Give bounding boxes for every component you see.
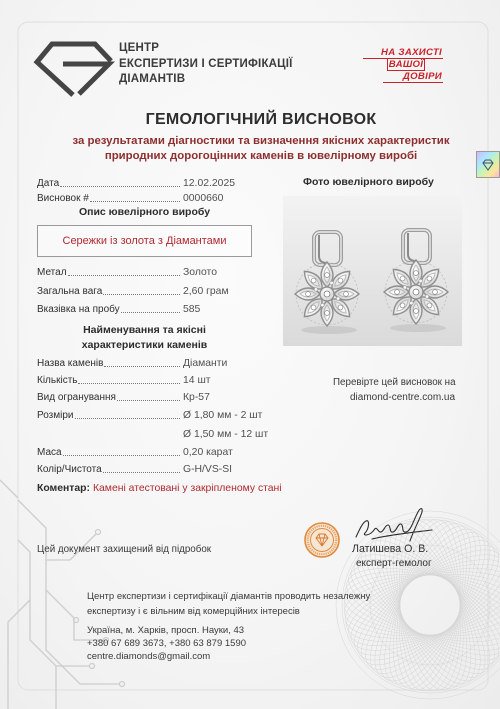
subtitle-line: природних дорогоцінних каменів в ювелірному виробі [104, 150, 418, 162]
photo-heading: Фото ювелірного виробу [303, 176, 434, 188]
verify-url: diamond-centre.com.ua [350, 391, 456, 403]
sizes-value-second: Ø 1,50 мм - 12 шт [183, 429, 269, 440]
metal-value: Золото [183, 267, 217, 278]
comment-value: Камені атестовані у закріпленому стані [92, 483, 282, 494]
circuit-node [90, 664, 95, 669]
field-key [37, 446, 180, 459]
date-row [37, 177, 235, 190]
field-key [37, 409, 180, 422]
dot-leader [68, 275, 180, 276]
slogan-line: ДОВІРИ [383, 71, 443, 83]
stones-heading-line: Найменування та якісні [83, 323, 206, 336]
dot-leader [103, 294, 180, 295]
sizes-value: Ø 1,80 мм - 2 шт [183, 410, 263, 421]
field-key [37, 374, 180, 387]
stone-count-value: 14 шт [183, 375, 211, 386]
item-description-box [37, 225, 252, 257]
color-clarity-row [37, 463, 232, 476]
comment-row [37, 482, 282, 495]
slogan-stamp [363, 47, 443, 83]
cut-row [37, 391, 210, 404]
circuit-node [96, 530, 101, 535]
weight-row [37, 285, 229, 298]
cut-value: Кр-57 [183, 392, 210, 403]
color-clarity-value: G-H/VS-SI [183, 464, 233, 475]
dot-leader [78, 383, 180, 384]
field-key [37, 285, 180, 298]
footer-email: centre.diamonds@gmail.com [87, 650, 211, 662]
protection-note: Цей документ захищений від підробок [37, 544, 212, 555]
hallmark-value: 585 [183, 304, 201, 315]
stone-count-row [37, 374, 211, 387]
dot-leader [90, 201, 180, 202]
weight-value: 2,60 грам [183, 286, 229, 297]
sizes-label: Розміри [37, 410, 74, 421]
stone-name-value: Діаманти [183, 358, 228, 369]
comment-label: Коментар: [37, 483, 90, 494]
hallmark-label: Вказівка на пробу [37, 304, 120, 315]
expert-name: Латишева О. В. [352, 542, 429, 555]
org-name-line: ДІАМАНТІВ [119, 73, 186, 85]
date-label: Дата [37, 178, 60, 189]
field-key [37, 192, 180, 205]
organization-name [119, 41, 293, 88]
cut-label: Вид огранування [37, 392, 116, 403]
signature-stroke [356, 509, 432, 541]
dot-leader [103, 472, 180, 473]
hologram-diamond-icon [481, 159, 495, 171]
org-name-line: ЦЕНТР [119, 42, 160, 54]
slogan-line: НА ЗАХИСТІ [363, 47, 443, 59]
metal-row [37, 266, 217, 279]
item-description-heading: Опис ювелірного виробу [78, 206, 211, 218]
circuit-node [120, 682, 125, 687]
dot-leader [104, 366, 180, 367]
field-key [37, 177, 180, 190]
document-title: ГЕМОЛОГІЧНИЙ ВИСНОВОК [145, 111, 377, 128]
color-clarity-label: Колір/Чистота [37, 464, 102, 475]
subtitle-line: за результатами діагностики та визначення якісних характеристик [72, 134, 450, 147]
dot-leader [75, 418, 180, 419]
field-key [37, 266, 180, 279]
item-description-text: Сережки із золота з Діамантами [62, 235, 227, 247]
dot-leader [63, 455, 180, 456]
certificate-number-label: Висновок # [37, 193, 89, 204]
field-key [37, 463, 180, 476]
circuit-line [18, 540, 56, 709]
circuit-line [8, 600, 30, 709]
diamond-logo-icon [33, 40, 115, 98]
field-key [37, 391, 180, 404]
mass-value: 0,20 карат [183, 447, 233, 458]
date-value: 12.02.2025 [183, 178, 236, 189]
footer-statement [87, 589, 370, 619]
slogan-line: ВАШОЇ [388, 59, 424, 70]
stones-heading [37, 323, 252, 353]
hologram-sticker [476, 151, 500, 178]
mass-row [37, 446, 233, 459]
stones-heading-line: характеристики каменів [81, 338, 208, 351]
mass-label: Маса [37, 447, 62, 458]
dot-leader [60, 186, 180, 187]
stone-name-label: Назва каменів [37, 358, 104, 369]
circuit-node [74, 618, 79, 623]
logo-outline [37, 44, 111, 95]
dot-leader [117, 400, 180, 401]
certificate-number-row [37, 192, 223, 205]
dot-leader [121, 312, 180, 313]
hallmark-row [37, 303, 200, 316]
certificate-number-value: 0000660 [183, 193, 224, 204]
metal-label: Метал [37, 267, 67, 278]
product-photo [283, 196, 462, 346]
field-key [37, 303, 180, 316]
footer-address: Україна, м. Харків, просп. Науки, 43 [87, 624, 245, 636]
expert-title: експерт-гемолог [356, 558, 432, 569]
hologram-mark [483, 160, 493, 170]
footer-contacts [87, 624, 246, 663]
field-key [37, 357, 180, 370]
circuit-line [0, 480, 18, 498]
sizes-row [37, 409, 262, 422]
circuit-line [18, 500, 74, 618]
stone-name-row [37, 357, 227, 370]
footer-statement-line: Центр експертизи і сертифікації діамантів проводить незалежну [87, 591, 371, 602]
document-subtitle [40, 134, 482, 165]
verify-text: Перевірте цей висновок на [333, 376, 456, 388]
stone-count-label: Кількість [37, 375, 78, 386]
seal-stamp-icon [303, 521, 341, 559]
footer-statement-line: експертизу і є вільним від комерційних інтересів [87, 606, 300, 617]
org-name-line: ЕКСПЕРТИЗИ І СЕРТИФІКАЦІЇ [119, 57, 293, 70]
weight-label: Загальна вага [37, 286, 103, 297]
footer-phones: +380 67 689 3673, +380 63 879 1590 [87, 637, 247, 649]
